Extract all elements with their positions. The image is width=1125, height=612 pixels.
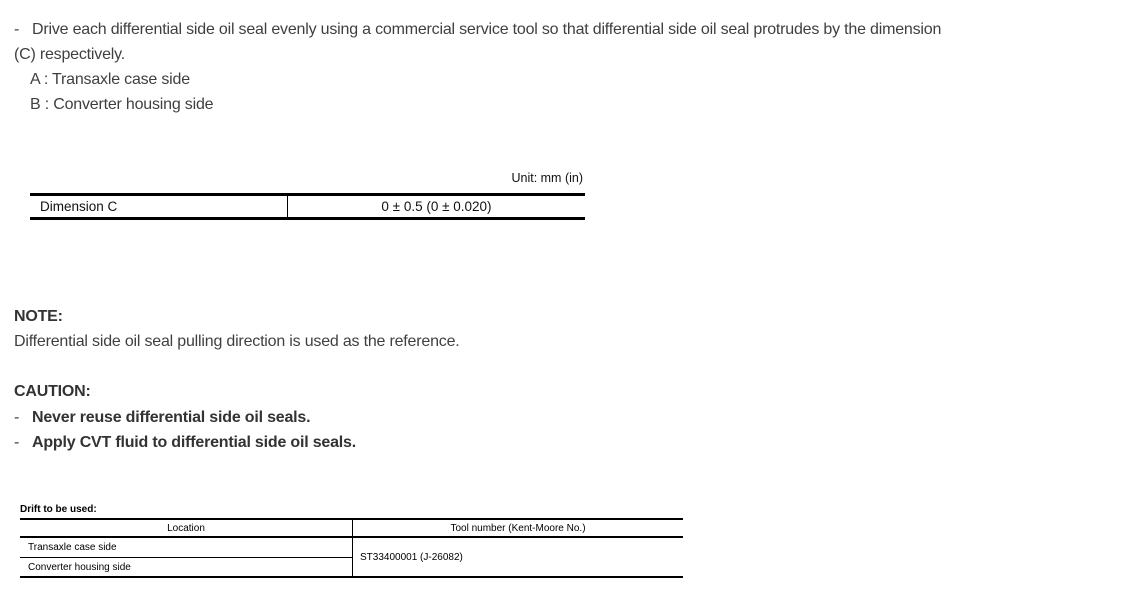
table-row bbox=[30, 196, 585, 217]
caution-heading: CAUTION: bbox=[14, 383, 91, 400]
intro-line-1 bbox=[14, 17, 941, 42]
intro-line-2: (C) respectively. bbox=[14, 46, 125, 63]
table-row: Transaxle case side bbox=[28, 542, 117, 553]
caution-item-text: Apply CVT fluid to differential side oil seals. bbox=[32, 434, 356, 451]
legend-item-a: A : Transaxle case side bbox=[30, 71, 190, 88]
table-row: Converter housing side bbox=[20, 557, 352, 576]
caution-item-text: Never reuse differential side oil seals. bbox=[32, 408, 311, 426]
drift-table-body bbox=[20, 538, 683, 576]
dimension-table bbox=[30, 193, 585, 220]
intro-paragraph bbox=[14, 17, 941, 117]
caution-section bbox=[14, 379, 356, 456]
dimension-label-cell: Dimension C bbox=[30, 196, 288, 217]
drift-table-header-row bbox=[20, 520, 683, 538]
caution-item bbox=[14, 430, 356, 456]
bullet-dash: - bbox=[14, 21, 20, 38]
note-section bbox=[14, 304, 460, 354]
dimension-value-cell: 0 ± 0.5 (0 ± 0.020) bbox=[381, 199, 492, 214]
note-body: Differential side oil seal pulling direction is used as the reference. bbox=[14, 333, 460, 350]
drift-table bbox=[20, 518, 683, 578]
tool-number-cell: ST33400001 (J-26082) bbox=[360, 551, 463, 563]
bullet-dash: - bbox=[14, 434, 20, 451]
column-header-tool-number: Tool number (Kent-Moore No.) bbox=[450, 522, 586, 534]
note-heading: NOTE: bbox=[14, 308, 63, 325]
unit-label: Unit: mm (in) bbox=[511, 171, 583, 185]
bullet-dash: - bbox=[14, 408, 20, 426]
intro-line-1-text: Drive each differential side oil seal evenly using a commercial service tool so that differential side oil seal protrudes by the dimension bbox=[32, 21, 942, 38]
column-header-location: Location bbox=[20, 520, 353, 536]
caution-item bbox=[14, 405, 356, 431]
drift-table-title: Drift to be used: bbox=[20, 504, 97, 515]
legend-item-b: B : Converter housing side bbox=[30, 96, 214, 113]
location-column bbox=[20, 538, 353, 576]
